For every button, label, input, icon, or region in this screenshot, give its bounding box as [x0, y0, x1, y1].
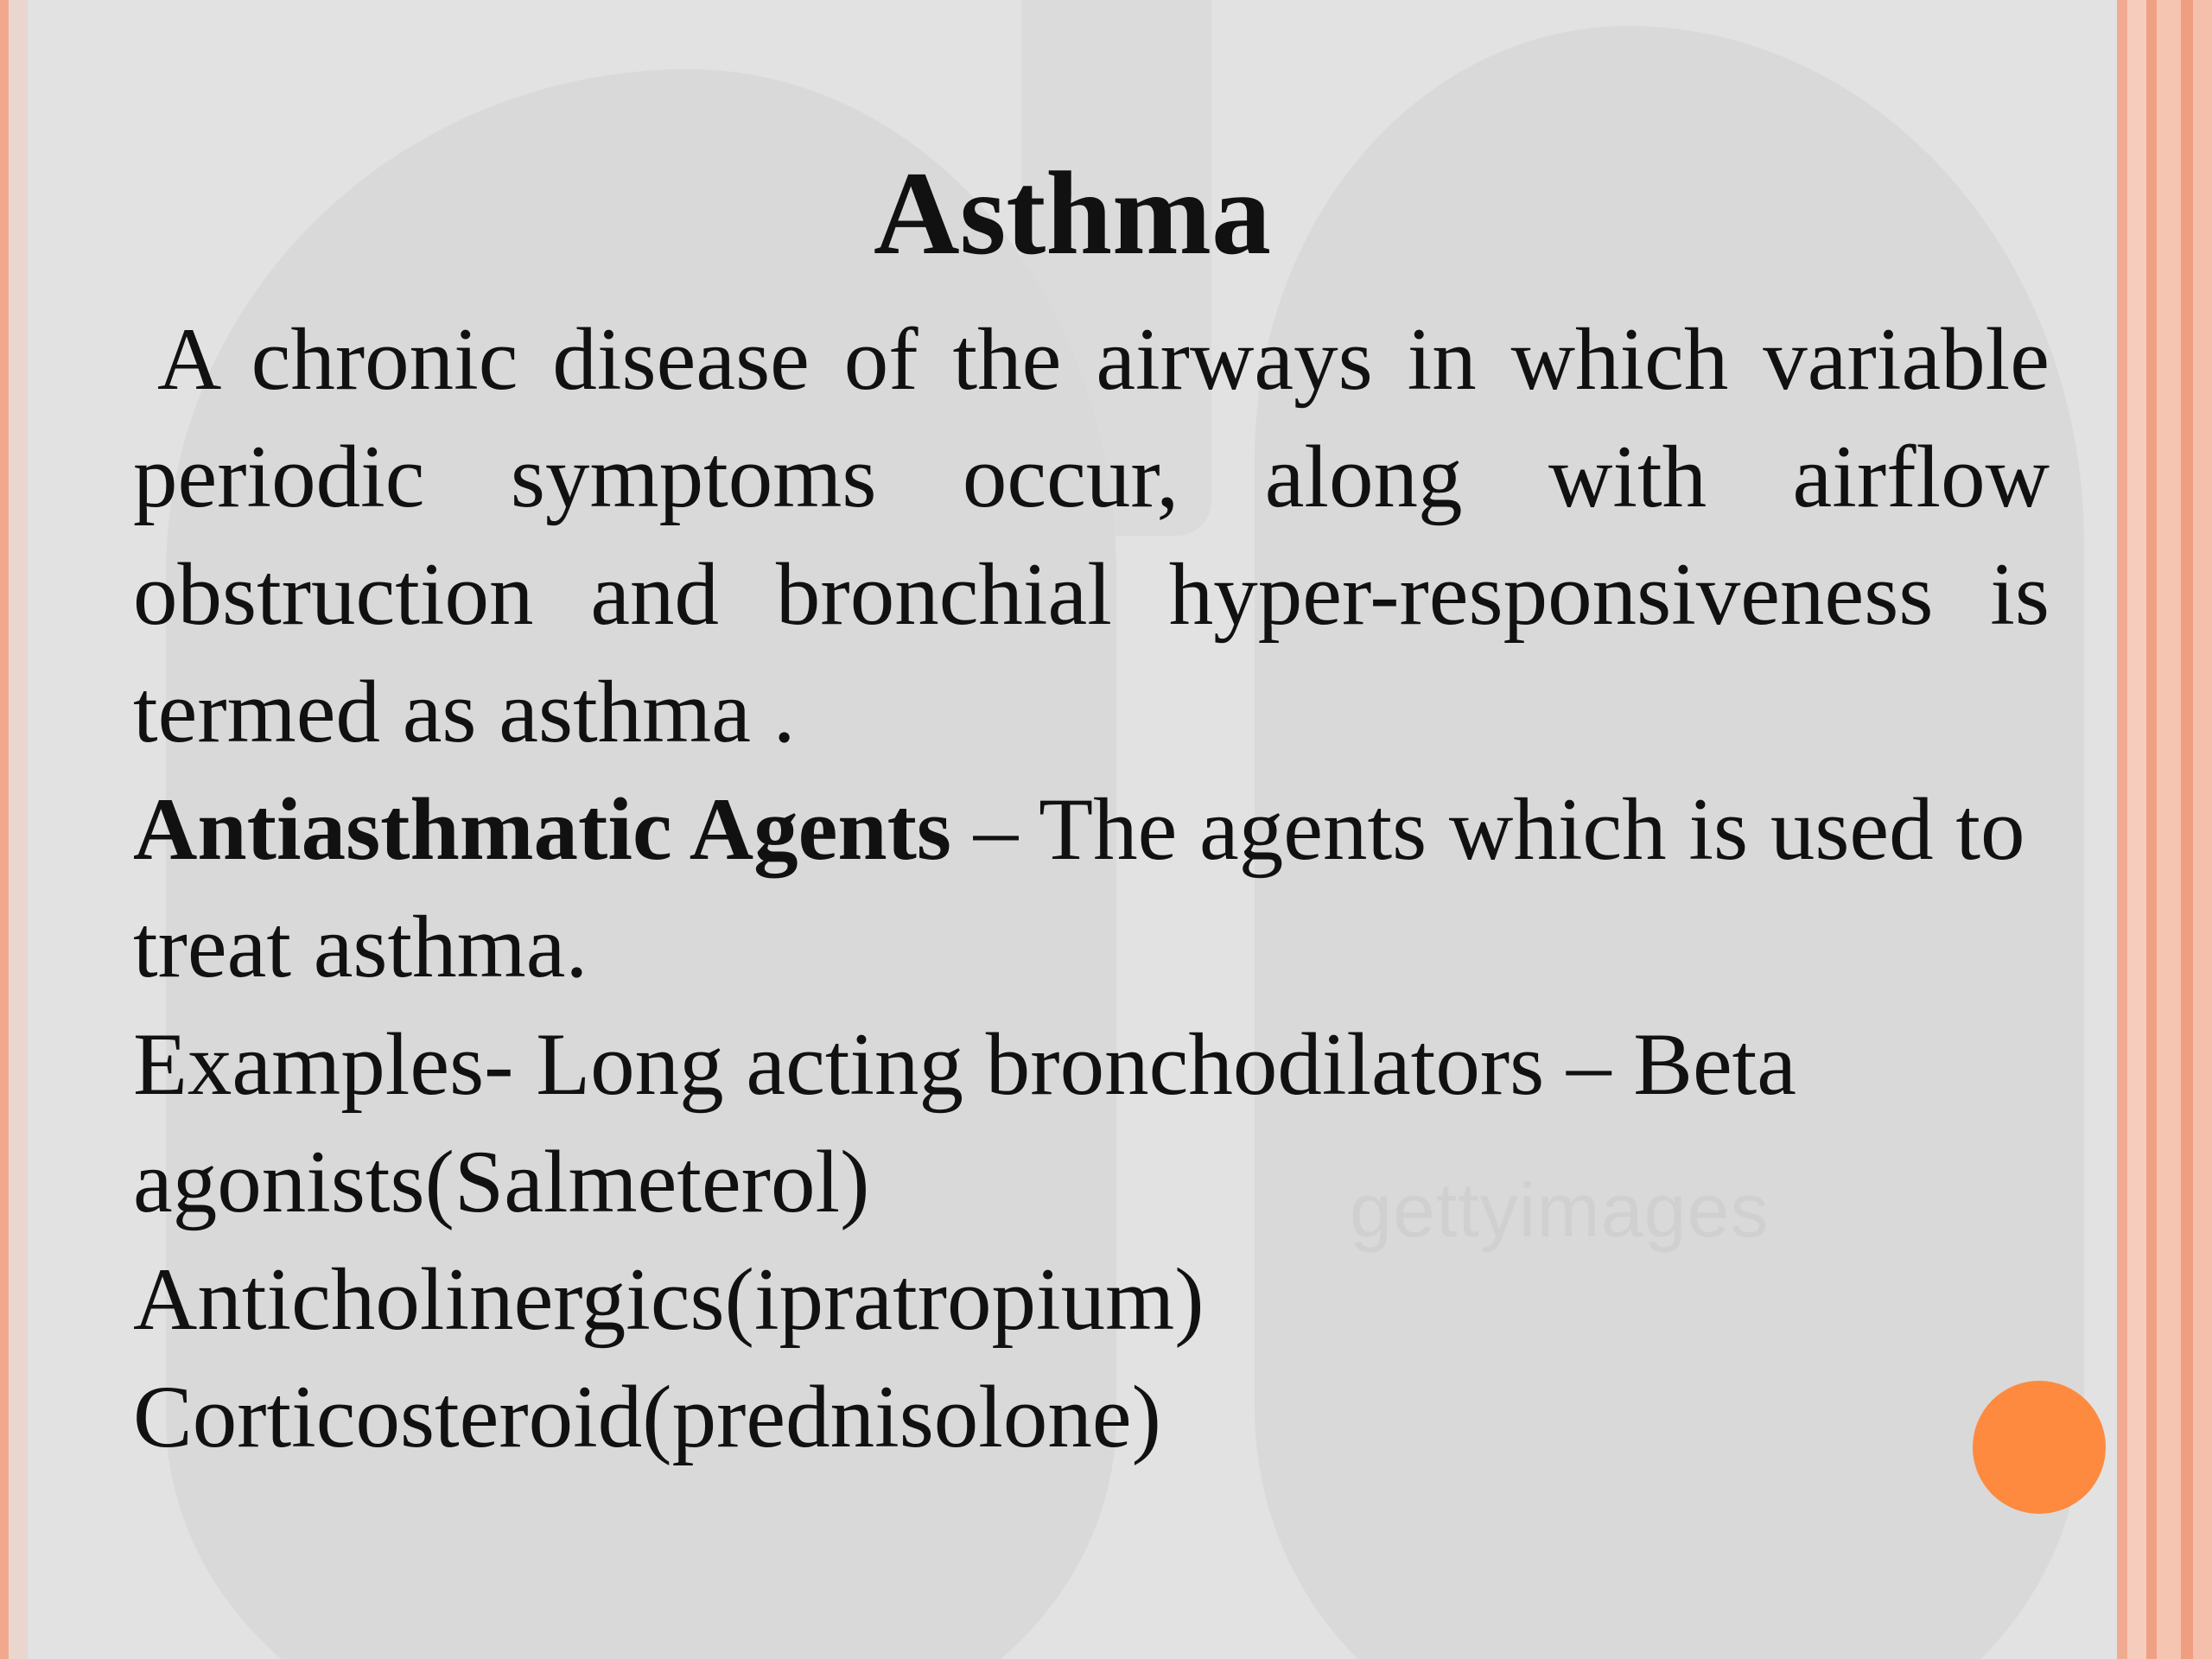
frame-left-border [0, 0, 9, 1659]
example-line-1: Examples- Long acting bronchodilators – Beta agonists(Salmeterol) [133, 1015, 1797, 1231]
frame-right-stripe-2 [2127, 0, 2146, 1659]
frame-right-stripe-3 [2146, 0, 2157, 1659]
slide-canvas [28, 0, 2117, 1659]
agents-paragraph [133, 771, 2050, 1006]
orange-circle-decoration [1973, 1381, 2106, 1514]
slide-content [133, 301, 2050, 1476]
frame-right-stripe-4 [2157, 0, 2181, 1659]
example-line-2: Anticholinergics(ipratropium) [133, 1250, 1205, 1349]
definition-paragraph: A chronic disease of the airways in which variable periodic symptoms occur, along with airflow obstruction and bronchial hyper-responsiveness is termed as asthma . [133, 310, 2050, 761]
watermark: gettyimages [1350, 1167, 1770, 1253]
agents-term: Antiasthmatic Agents [133, 780, 952, 879]
frame-right-stripe-6 [2193, 0, 2212, 1659]
agents-definition: – The agents which is used to treat asthma. [133, 780, 2025, 996]
frame-right-stripe-5 [2181, 0, 2193, 1659]
slide-title: Asthma [873, 147, 1272, 279]
example-line-3: Corticosteroid(prednisolone) [133, 1368, 1161, 1466]
frame-left-inner [9, 0, 28, 1659]
frame-right-stripe-1 [2117, 0, 2127, 1659]
